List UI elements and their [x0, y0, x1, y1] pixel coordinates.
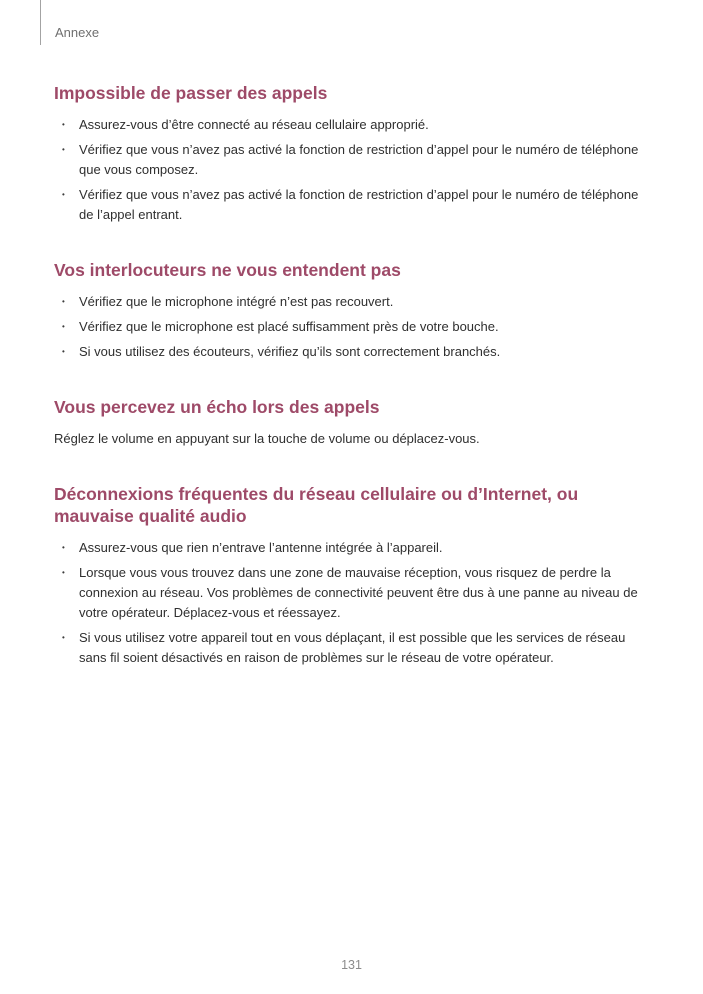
bullet-list — [54, 538, 650, 668]
section-cannot-make-calls — [54, 82, 650, 225]
bullet-item: • Vérifiez que le microphone est placé suffisamment près de votre bouche. — [54, 317, 650, 337]
page-content — [54, 82, 650, 702]
chapter-title: Annexe — [55, 25, 100, 40]
bullet-item: • Vérifiez que vous n’avez pas activé la fonction de restriction d’appel pour le numéro de téléphone de l’appel entrant. — [54, 185, 650, 225]
page-number: 131 — [341, 958, 362, 972]
section-title: Impossible de passer des appels — [54, 83, 328, 103]
bullet-list — [54, 292, 650, 362]
section-not-heard — [54, 259, 650, 362]
bullet-item: • Assurez-vous d’être connecté au réseau cellulaire approprié. — [54, 115, 650, 135]
paragraph: Réglez le volume en appuyant sur la touche de volume ou déplacez-vous. — [54, 431, 480, 446]
bullet-item: • Si vous utilisez votre appareil tout en vous déplaçant, il est possible que les services de réseau sans fil soient désactivés en raison de problèmes sur le réseau de votre opérateur. — [54, 628, 650, 668]
bullet-item: • Vérifiez que le microphone intégré n’est pas recouvert. — [54, 292, 650, 312]
bullet-list — [54, 115, 650, 225]
bullet-item: • Lorsque vous vous trouvez dans une zone de mauvaise réception, vous risquez de perdre la connexion au réseau. Vos problèmes de connectivité peuvent être dus à une panne au niveau de votre opérateur. Déplacez-vous et réessayez. — [54, 563, 650, 623]
section-title: Vous percevez un écho lors des appels — [54, 397, 380, 417]
bullet-item: • Si vous utilisez des écouteurs, vérifiez qu’ils sont correctement branchés. — [54, 342, 650, 362]
section-echo — [54, 396, 650, 449]
bullet-item: • Assurez-vous que rien n’entrave l’antenne intégrée à l’appareil. — [54, 538, 650, 558]
section-title: Déconnexions fréquentes du réseau cellulaire ou d’Internet, ou mauvaise qualité audio — [54, 484, 579, 526]
section-disconnections — [54, 483, 650, 668]
bullet-item: • Vérifiez que vous n’avez pas activé la fonction de restriction d’appel pour le numéro de téléphone que vous composez. — [54, 140, 650, 180]
header-rule — [40, 0, 41, 45]
section-title: Vos interlocuteurs ne vous entendent pas — [54, 260, 401, 280]
